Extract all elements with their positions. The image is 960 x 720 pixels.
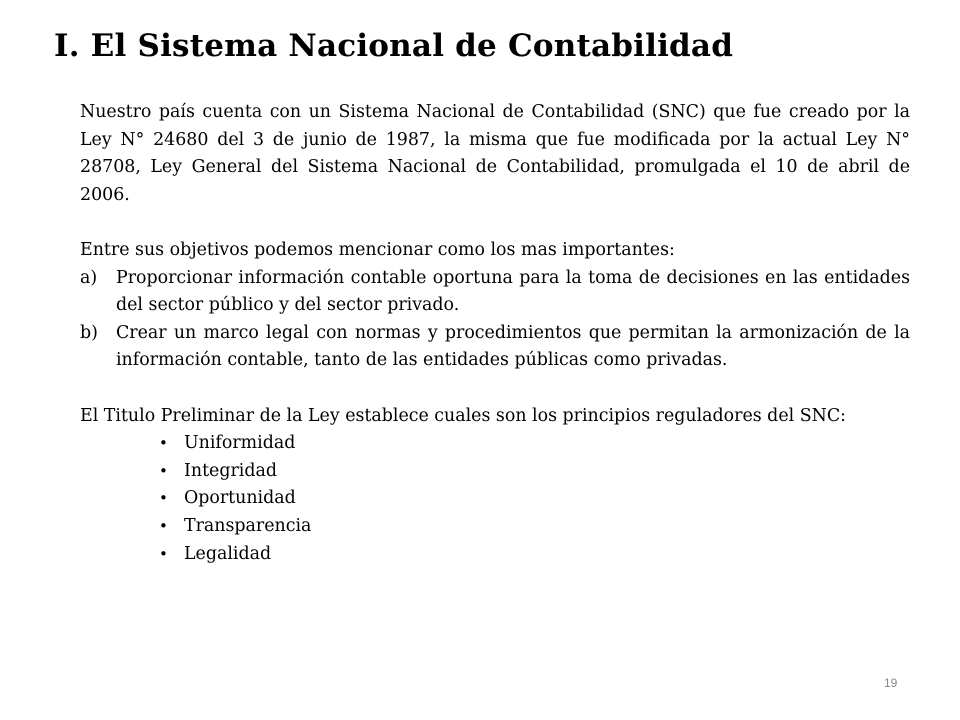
bullet-icon: • (159, 461, 168, 480)
bullet-icon: • (159, 434, 168, 453)
slide-body (80, 99, 910, 568)
bullet-icon: • (159, 516, 168, 535)
objective-item-a (80, 265, 910, 320)
slide-title: I. El Sistema Nacional de Contabilidad (54, 28, 734, 64)
principle-label: Uniformidad (184, 433, 296, 454)
list-item (80, 513, 910, 541)
bullet-icon: • (159, 544, 168, 563)
paragraph-spacer (80, 375, 910, 403)
principle-label: Oportunidad (184, 488, 296, 509)
list-item (80, 458, 910, 486)
objective-text: Proporcionar información contable oportuna para la toma de decisiones en las entidades del sector público y del sector privado. (116, 267, 910, 316)
intro-paragraph: Nuestro país cuenta con un Sistema Nacional de Contabilidad (SNC) que fue creado por la Ley N° 24680 del 3 de junio de 1987, la misma que fue modificada por la actual Ley N° 28708, Ley General del Sistema Nacional de Contabilidad, promulgada el 10 de abril de 2006. (80, 102, 910, 205)
principle-label: Integridad (184, 460, 277, 481)
list-item (80, 485, 910, 513)
principle-label: Transparencia (184, 515, 312, 536)
page-number: 19 (884, 676, 898, 690)
objective-text: Crear un marco legal con normas y procedimientos que permitan la armonización de la información contable, tanto de las entidades públicas como privadas. (116, 322, 910, 371)
bullet-icon: • (159, 489, 168, 508)
objective-marker: a) (80, 267, 98, 288)
paragraph-spacer (80, 209, 910, 237)
objectives-intro: Entre sus objetivos podemos mencionar como los mas importantes: (80, 239, 675, 260)
principle-label: Legalidad (184, 543, 272, 564)
principles-list (80, 430, 910, 568)
objective-item-b (80, 320, 910, 375)
objective-marker: b) (80, 322, 98, 343)
list-item (80, 430, 910, 458)
list-item (80, 541, 910, 569)
principles-intro: El Titulo Preliminar de la Ley establece cuales son los principios reguladores del SNC: (80, 405, 846, 426)
